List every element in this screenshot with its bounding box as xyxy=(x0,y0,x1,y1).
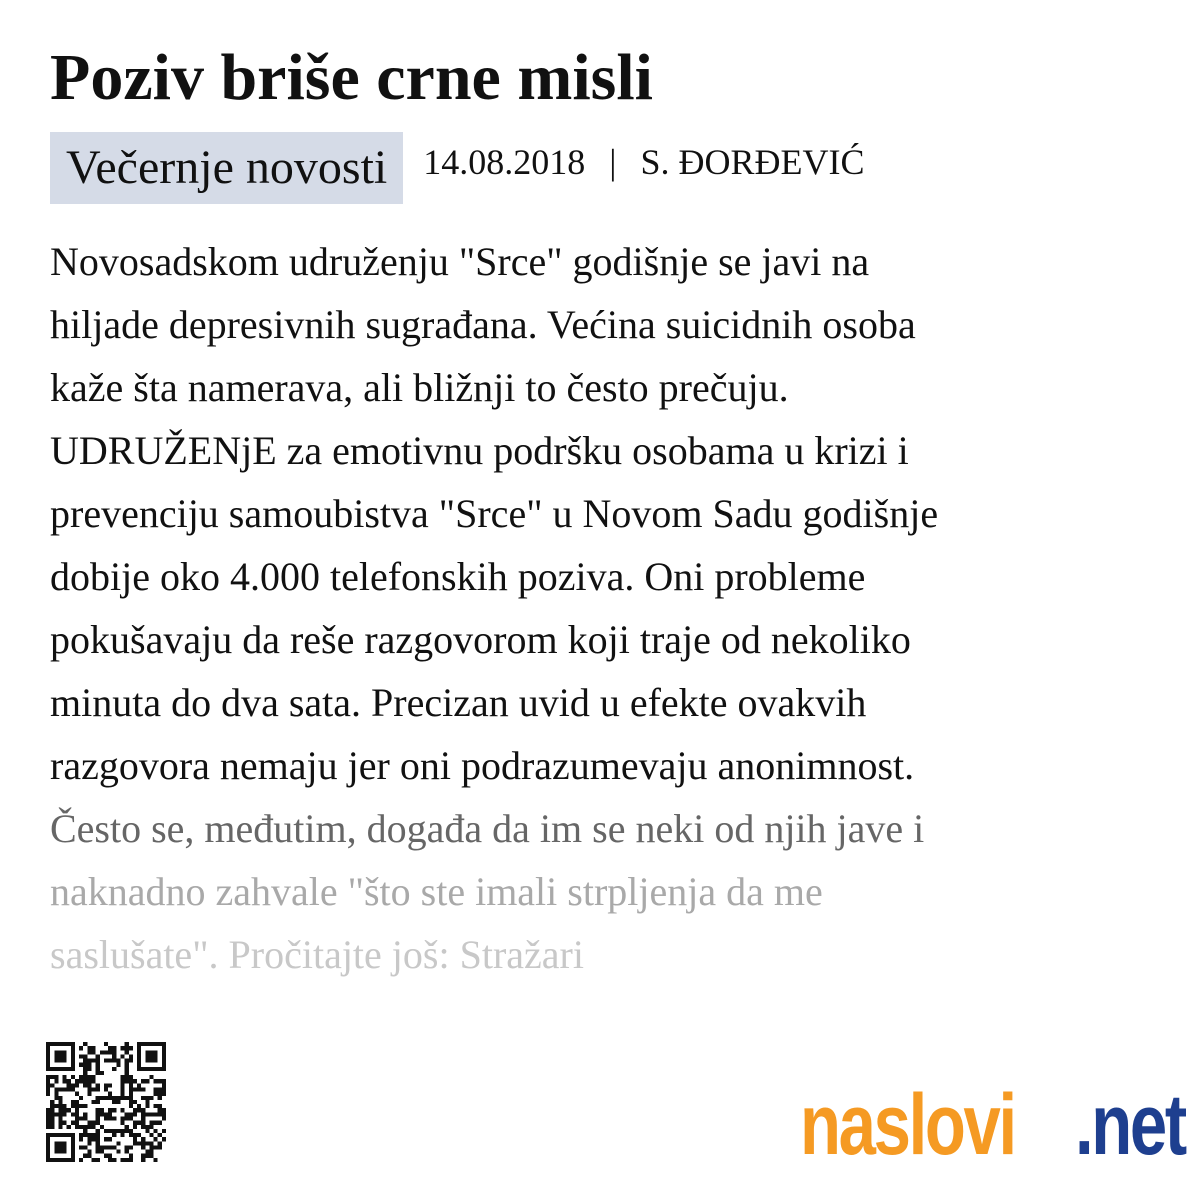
source-badge: Večernje novosti xyxy=(50,132,403,204)
meta-separator: | xyxy=(609,142,617,182)
qr-code-icon[interactable] xyxy=(46,1040,166,1164)
body-line: hiljade depresivnih sugrađana. Većina suicidnih osoba xyxy=(50,302,916,347)
body-line: pokušavaju da reše razgovorom koji traje od nekoliko xyxy=(50,617,911,662)
article-title: Poziv briše crne misli xyxy=(50,41,654,114)
article-meta xyxy=(50,132,864,204)
logo-net-text: .net xyxy=(1075,1077,1186,1173)
body-line: Novosadskom udruženju "Srce" godišnje se javi na xyxy=(50,239,870,284)
body-line: prevenciju samoubistva "Srce" u Novom Sadu godišnje xyxy=(50,491,939,536)
article-date: 14.08.2018 xyxy=(423,142,586,182)
body-line: saslušate". Pročitajte još: Stražari xyxy=(50,932,584,977)
body-line: naknadno zahvale "što ste imali strpljenja da me xyxy=(50,869,823,914)
article-body xyxy=(50,230,1160,986)
logo-main-text: naslovi xyxy=(800,1077,1015,1173)
body-line: razgovora nemaju jer oni podrazumevaju anonimnost. xyxy=(50,743,915,788)
body-line: dobije oko 4.000 telefonskih poziva. Oni probleme xyxy=(50,554,866,599)
body-line: Često se, međutim, događa da im se neki od njih jave i xyxy=(50,806,925,851)
body-line: UDRUŽENjE za emotivnu podršku osobama u krizi i xyxy=(50,428,909,473)
article-author: S. ĐORĐEVIĆ xyxy=(640,142,865,182)
body-line: minuta do dva sata. Precizan uvid u efekte ovakvih xyxy=(50,680,867,725)
naslovi-logo[interactable] xyxy=(800,1058,1200,1173)
body-line: kaže šta namerava, ali bližnji to često prečuju. xyxy=(50,365,789,410)
